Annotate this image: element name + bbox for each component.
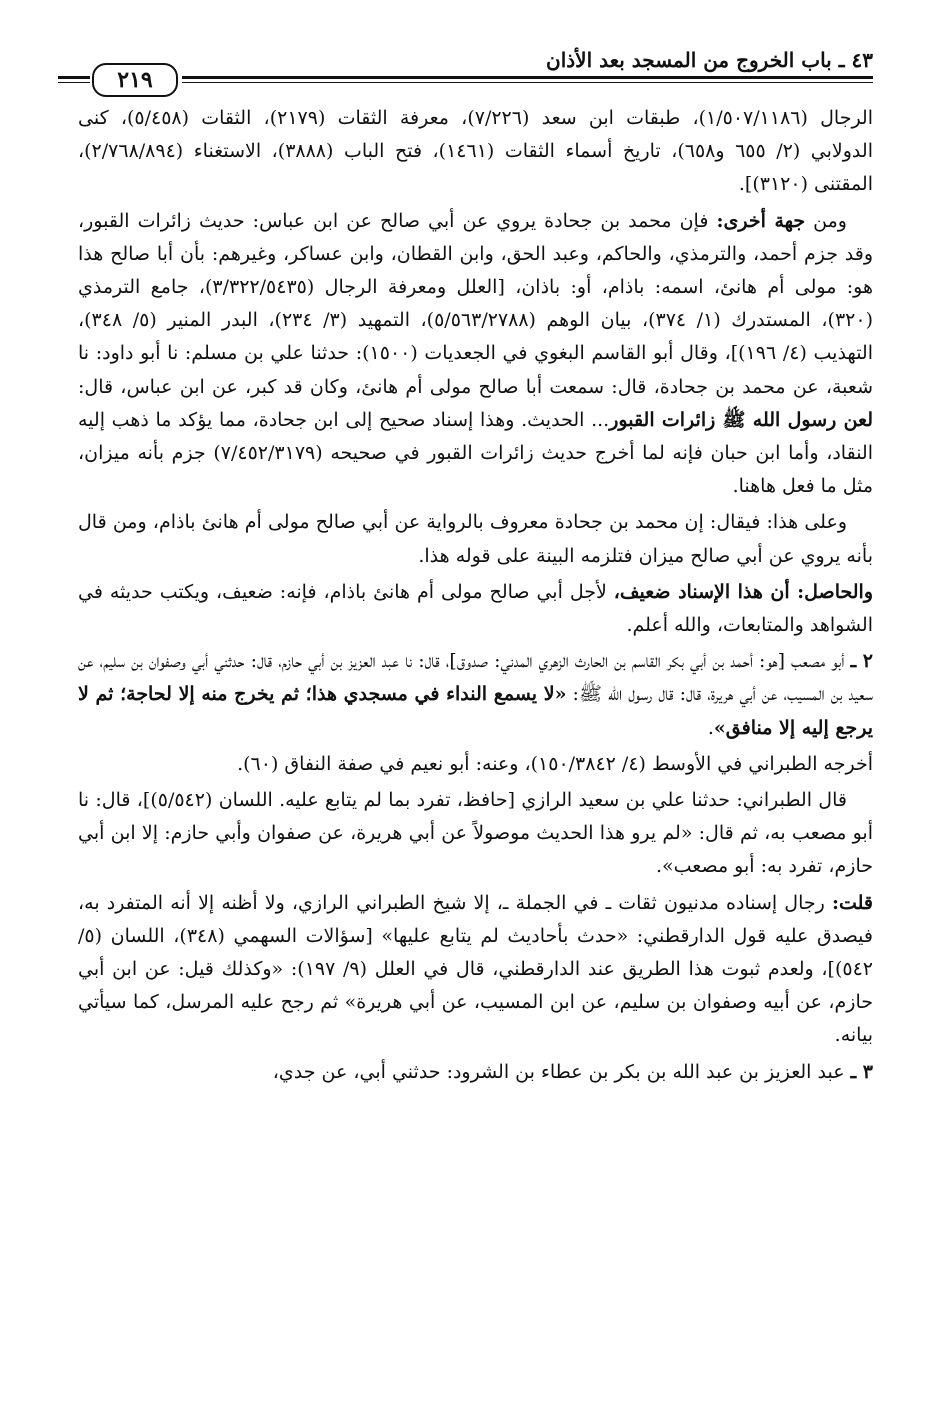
paragraph	[78, 102, 873, 202]
text-segment: لأجل أبي صالح مولى أم هانئ باذام، فإنه: ضعيف، ويكتب حديثه في الشواهد والمتابعات، والله أعلم.	[78, 580, 873, 637]
text-segment: أبو مصعب [هو: أحمد بن أبي بكر القاسم بن الحارث الزهري المدني: صدوق]، قال: نا عبد العزيز بن أبي حازم، قال: حدثني أبي وصفوان بن سليم، عن سعيد بن المسيب، عن أبي هريرة، قال: قال رسول الله ﷺ:	[78, 650, 873, 706]
text-segment: ومن	[805, 209, 847, 232]
bold-text-segment: «لا يسمع النداء في مسجدي هذا؛ ثم يخرج منه إلا لحاجة؛ ثم لا يرجع إليه إلا منافق»	[78, 683, 873, 739]
paragraph	[78, 576, 873, 642]
text-segment: عبد العزيز بن عبد الله بن بكر بن عطاء بن الشرود: حدثني أبي، عن جدي،	[272, 1060, 851, 1083]
page-number: ٢١٩	[92, 63, 178, 97]
paragraph	[78, 748, 873, 781]
paragraph	[78, 645, 873, 745]
text-segment: رجال إسناده مدنيون ثقات ـ في الجملة ـ، إلا شيخ الطبراني الرازي، ولا أظنه إلا أنه المتفرد به، فيصدق عليه قول الدارقطني: «حدث بأحاديث لم يتابع عليها» [سؤالات السهمي (٣٤٨)، اللسان (٥/ ٥٤٢)]، ولعدم ثبوت هذا الطريق عند الدارقطني، قال في العلل (٩/ ١٩٧): «وكذلك قيل: عن ابن أبي حازم، عن أبيه وصفوان بن سليم، عن ابن المسيب، عن أبي هريرة» ثم رجح عليه المرسل، كما سيأتي بيانه.	[78, 891, 873, 1047]
paragraph	[78, 506, 873, 572]
bold-text-segment: لعن رسول الله ﷺ زائرات القبور	[609, 408, 873, 431]
bold-text-segment: قلت:	[831, 891, 873, 914]
text-segment: أخرجه الطبراني في الأوسط (٤/ ١٥٠/٣٨٤٢)، وعنه: أبو نعيم في صفة النفاق (٦٠).	[237, 752, 873, 775]
paragraph	[78, 1056, 873, 1089]
bold-text-segment: ٣ ـ	[850, 1060, 873, 1083]
text-segment: قال الطبراني: حدثنا علي بن سعيد الرازي [حافظ، تفرد بما لم يتابع عليه. اللسان (٥/٥٤٢)]، قال: نا أبو مصعب به، ثم قال: «لم يرو هذا الحديث موصولاً عن أبي هريرة، عن صفوان وأبي حازم: إلا ابن أبي حازم، تفرد به: أبو مصعب».	[78, 789, 873, 878]
running-title: ٤٣ ـ باب الخروج من المسجد بعد الأذان	[546, 48, 873, 72]
header-rule	[182, 76, 873, 83]
page-header	[78, 40, 873, 102]
bold-text-segment: ٢ ـ	[850, 650, 873, 673]
bold-text-segment: والحاصل: أن هذا الإسناد ضعيف،	[613, 580, 873, 603]
header-rule-left	[58, 76, 90, 83]
paragraph	[78, 887, 873, 1053]
text-segment: .	[707, 716, 714, 739]
paragraph	[78, 205, 873, 504]
bold-text-segment: جهة أخرى:	[716, 209, 806, 232]
text-segment: الرجال (١/٥٠٧/١١٨٦)، طبقات ابن سعد (٧/٢٢٦)، معرفة الثقات (٢١٧٩)، الثقات (٥/٤٥٨)، كنى الدولابي (٢/ ٦٥٥ و٦٥٨)، تاريخ أسماء الثقات (١٤٦١)، فتح الباب (٣٨٨٨)، الاستغناء (٢/٧٦٨/٨٩٤)، المقتنى (٣١٢٠)].	[78, 107, 874, 196]
text-segment: وعلى هذا: فيقال: إن محمد بن جحادة معروف بالرواية عن أبي صالح مولى أم هانئ باذام، ومن قال بأنه يروي عن أبي صالح ميزان فتلزمه البينة على قوله هذا.	[78, 511, 873, 567]
text-segment: ... الحديث. وهذا إسناد صحيح إلى ابن جحادة، مما يؤكد ما ذهب إليه النقاد، وأما ابن حبان فإنه لما أخرج حديث زائرات القبور في صحيحه (٧/٤٥٢/٣١٧٩) جزم بأنه ميزان، مثل ما فعل هاهنا.	[78, 408, 873, 498]
body-text	[78, 102, 873, 1089]
paragraph	[78, 784, 873, 884]
text-segment: فإن محمد بن جحادة يروي عن أبي صالح عن ابن عباس: حديث زائرات القبور، وقد جزم أحمد، والترمذي، والحاكم، وعبد الحق، وابن القطان، وابن عساكر، وغيرهم: بأن أبا صالح هذا هو: مولى أم هانئ، اسمه: باذام، أو: باذان، [العلل ومعرفة الرجال (٣/٣٢٢/٥٤٣٥)، جامع الترمذي (٣٢٠)، المستدرك (١/ ٣٧٤)، بيان الوهم (٥/٥٦٣/٢٧٨٨)، التمهيد (٣/ ٢٣٤)، البدر المنير (٥/ ٣٤٨)، التهذيب (٤/ ١٩٦)]، وقال أبو القاسم البغوي في الجعديات (١٥٠٠): حدثنا علي بن مسلم: نا أبو داود: نا شعبة، عن محمد بن جحادة، قال: سمعت أبا صالح مولى أم هانئ، وكان قد كبر، عن ابن عباس، قال:	[78, 209, 873, 398]
